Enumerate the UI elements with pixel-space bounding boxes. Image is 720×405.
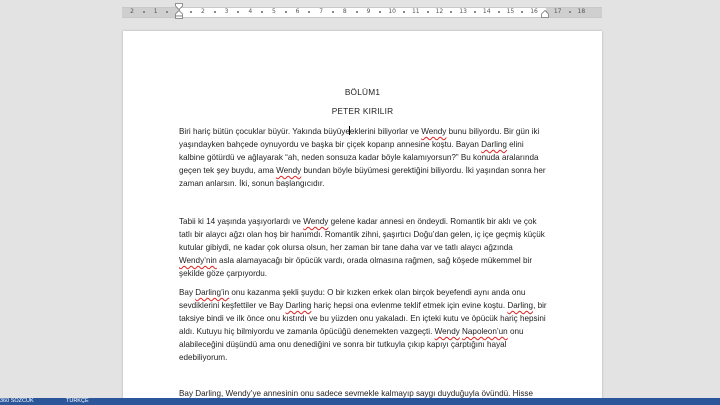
ruler-tick-dot — [379, 11, 381, 13]
text-run: , bir taksiye bindi ve ilk önce onu kıstırdı ve bu yüzden onu yakaladı. En içteki kutu ve öpücük hariç hepsini aldı. Kutuyu hiç bilmiyordu ve zamanla öpücüğü denemekten vazgeçti. — [179, 301, 547, 336]
ruler-tick-label: 4 — [248, 8, 253, 15]
misspelled-word: Wendy — [421, 127, 447, 136]
word-count[interactable]: 360 SÖZCÜK — [0, 398, 34, 404]
misspelled-word: Wendy — [276, 166, 302, 175]
ruler-tick-label: 8 — [342, 8, 347, 15]
ruler-tick-dot — [237, 11, 239, 13]
ruler-tick-dot — [261, 11, 263, 13]
text-run: hariç hepsi ona evlenme teklif etmek için evine koştu. — [311, 301, 508, 310]
ruler-tick-label: 17 — [553, 8, 562, 15]
status-bar — [0, 398, 720, 405]
paragraph-1[interactable] — [179, 125, 551, 190]
ruler-tick-dot — [356, 11, 358, 13]
ruler-tick-dot — [214, 11, 216, 13]
right-indent-marker-icon[interactable] — [541, 10, 549, 18]
ruler-tick-dot — [166, 11, 168, 13]
misspelled-word: Wendy — [434, 327, 460, 336]
text-run: , — [221, 389, 226, 398]
text-run: Tabii ki 14 yaşında yaşıyorlardı ve — [179, 217, 304, 226]
language-indicator[interactable]: TÜRKÇE — [66, 398, 89, 404]
ruler-tick-dot — [521, 11, 523, 13]
ruler-tick-label: 15 — [506, 8, 515, 15]
ruler-tick-label: 9 — [366, 8, 371, 15]
ruler-tick-dot — [569, 11, 571, 13]
ruler-tick-label: 2 — [201, 8, 205, 15]
paragraph-2[interactable] — [179, 215, 551, 280]
misspelled-word: Darling’in — [195, 288, 230, 297]
misspelled-word: Wendy’ye — [225, 389, 262, 398]
ruler-tick-label: 5 — [271, 8, 276, 15]
document-page[interactable] — [123, 31, 602, 405]
text-run: Bay — [179, 288, 196, 297]
ruler-tick-dot — [190, 11, 192, 13]
ruler-tick-label: 12 — [435, 8, 444, 15]
text-run: eklerini biliyorlar ve — [349, 127, 422, 136]
indent-marker-icon[interactable] — [175, 3, 183, 19]
text-run: Bay — [179, 389, 196, 398]
text-run: annesinin onu sadece sevmekle kalmayıp saygı duyduğuyla övündü. Hisse — [261, 389, 533, 398]
misspelled-word: Darling — [285, 301, 312, 310]
ruler-tick-label: 18 — [577, 8, 586, 15]
ruler-tick-dot — [427, 11, 429, 13]
horizontal-ruler[interactable] — [0, 0, 720, 22]
misspelled-word: Darling — [481, 140, 507, 149]
text-run: gelene kadar annesi en öndeydi. Romantik bir aklı ve çok tatlı bir alaycı ağzı olan hoş bir hanımdı. Romantik zihni, şaşırtıcı Doğu’dan gelen, iç içe geçmiş küçük kutular gibiydi, ne kadar çok olursa olsun, her zaman bir tane daha var ve tatlı alaycı ağzında — [179, 217, 545, 252]
ruler-tick-label: 3 — [224, 8, 229, 15]
misspelled-word: Wendy’nin — [179, 256, 217, 265]
ruler-tick-label: 11 — [411, 8, 420, 15]
ruler-tick-label: 6 — [295, 8, 300, 15]
misspelled-word: Darling — [195, 389, 222, 398]
ruler-tick-dot — [332, 11, 334, 13]
ruler-tick-label: 13 — [459, 8, 467, 15]
ruler-tick-dot — [450, 11, 452, 13]
misspelled-word: Wendy — [303, 217, 329, 226]
ruler-tick-dot — [403, 11, 405, 13]
paragraph-3[interactable] — [179, 286, 551, 364]
text-run: elini kalbine götürdü ve ağlayarak “ah, neden sonsuza kadar böyle kalamıyorsun?” Bu konuda aralarında geçen tek şey buydu, ama — [179, 140, 539, 175]
text-run: bundan böyle büyümesi gerektiğini biliyordu. İki yaşından sonra her zaman anlarsın. İki, sonun başlangıcıdır. — [179, 166, 546, 188]
ruler-tick-label: 14 — [482, 8, 491, 15]
text-run: asla alamayacağı bir öpücük vardı, orada olmasına rağmen, sağ köşede mükemmel bir şekilde göze çarpıyordu. — [179, 256, 533, 278]
misspelled-word: Darling — [507, 301, 534, 310]
ruler-tick-dot — [474, 11, 476, 13]
ruler-tick-dot — [143, 11, 145, 13]
chapter-subtitle: PETER KIRILIR — [331, 106, 394, 116]
text-run: bunu biliyordu. Bir gün iki yaşındayken bahçede oynuyordu ve başka bir çiçek koparıp annesine koştu. Bayan — [179, 127, 540, 149]
ruler-tick-dot — [285, 11, 287, 13]
text-run: onu alabileceğini düşündü ama onu denediğini ve sonra bir tutkuyla çıkıp kapıyı çarptığını hayal edebiliyorum. — [179, 327, 524, 362]
ruler-tick-label: 2 — [130, 8, 134, 15]
ruler-tick-label: 1 — [153, 8, 158, 15]
ruler-tick-label: 16 — [530, 8, 538, 15]
ruler-tick-dot — [308, 11, 310, 13]
ruler-tick-label: 10 — [388, 8, 396, 15]
ruler-tick-dot — [498, 11, 500, 13]
text-run: onu kazanma şekli şuydu: O bir kızken erkek olan birçok beyefendi aynı anda onu sevdiklerini keşfettiler ve Bay — [179, 288, 526, 310]
ruler-tick-label: 7 — [319, 8, 324, 15]
misspelled-word: Napoleon’un — [462, 327, 508, 336]
text-run: Biri hariç bütün çocuklar büyür. Yakında büyüye — [179, 127, 350, 136]
chapter-heading: BÖLÜM1 — [344, 87, 381, 97]
